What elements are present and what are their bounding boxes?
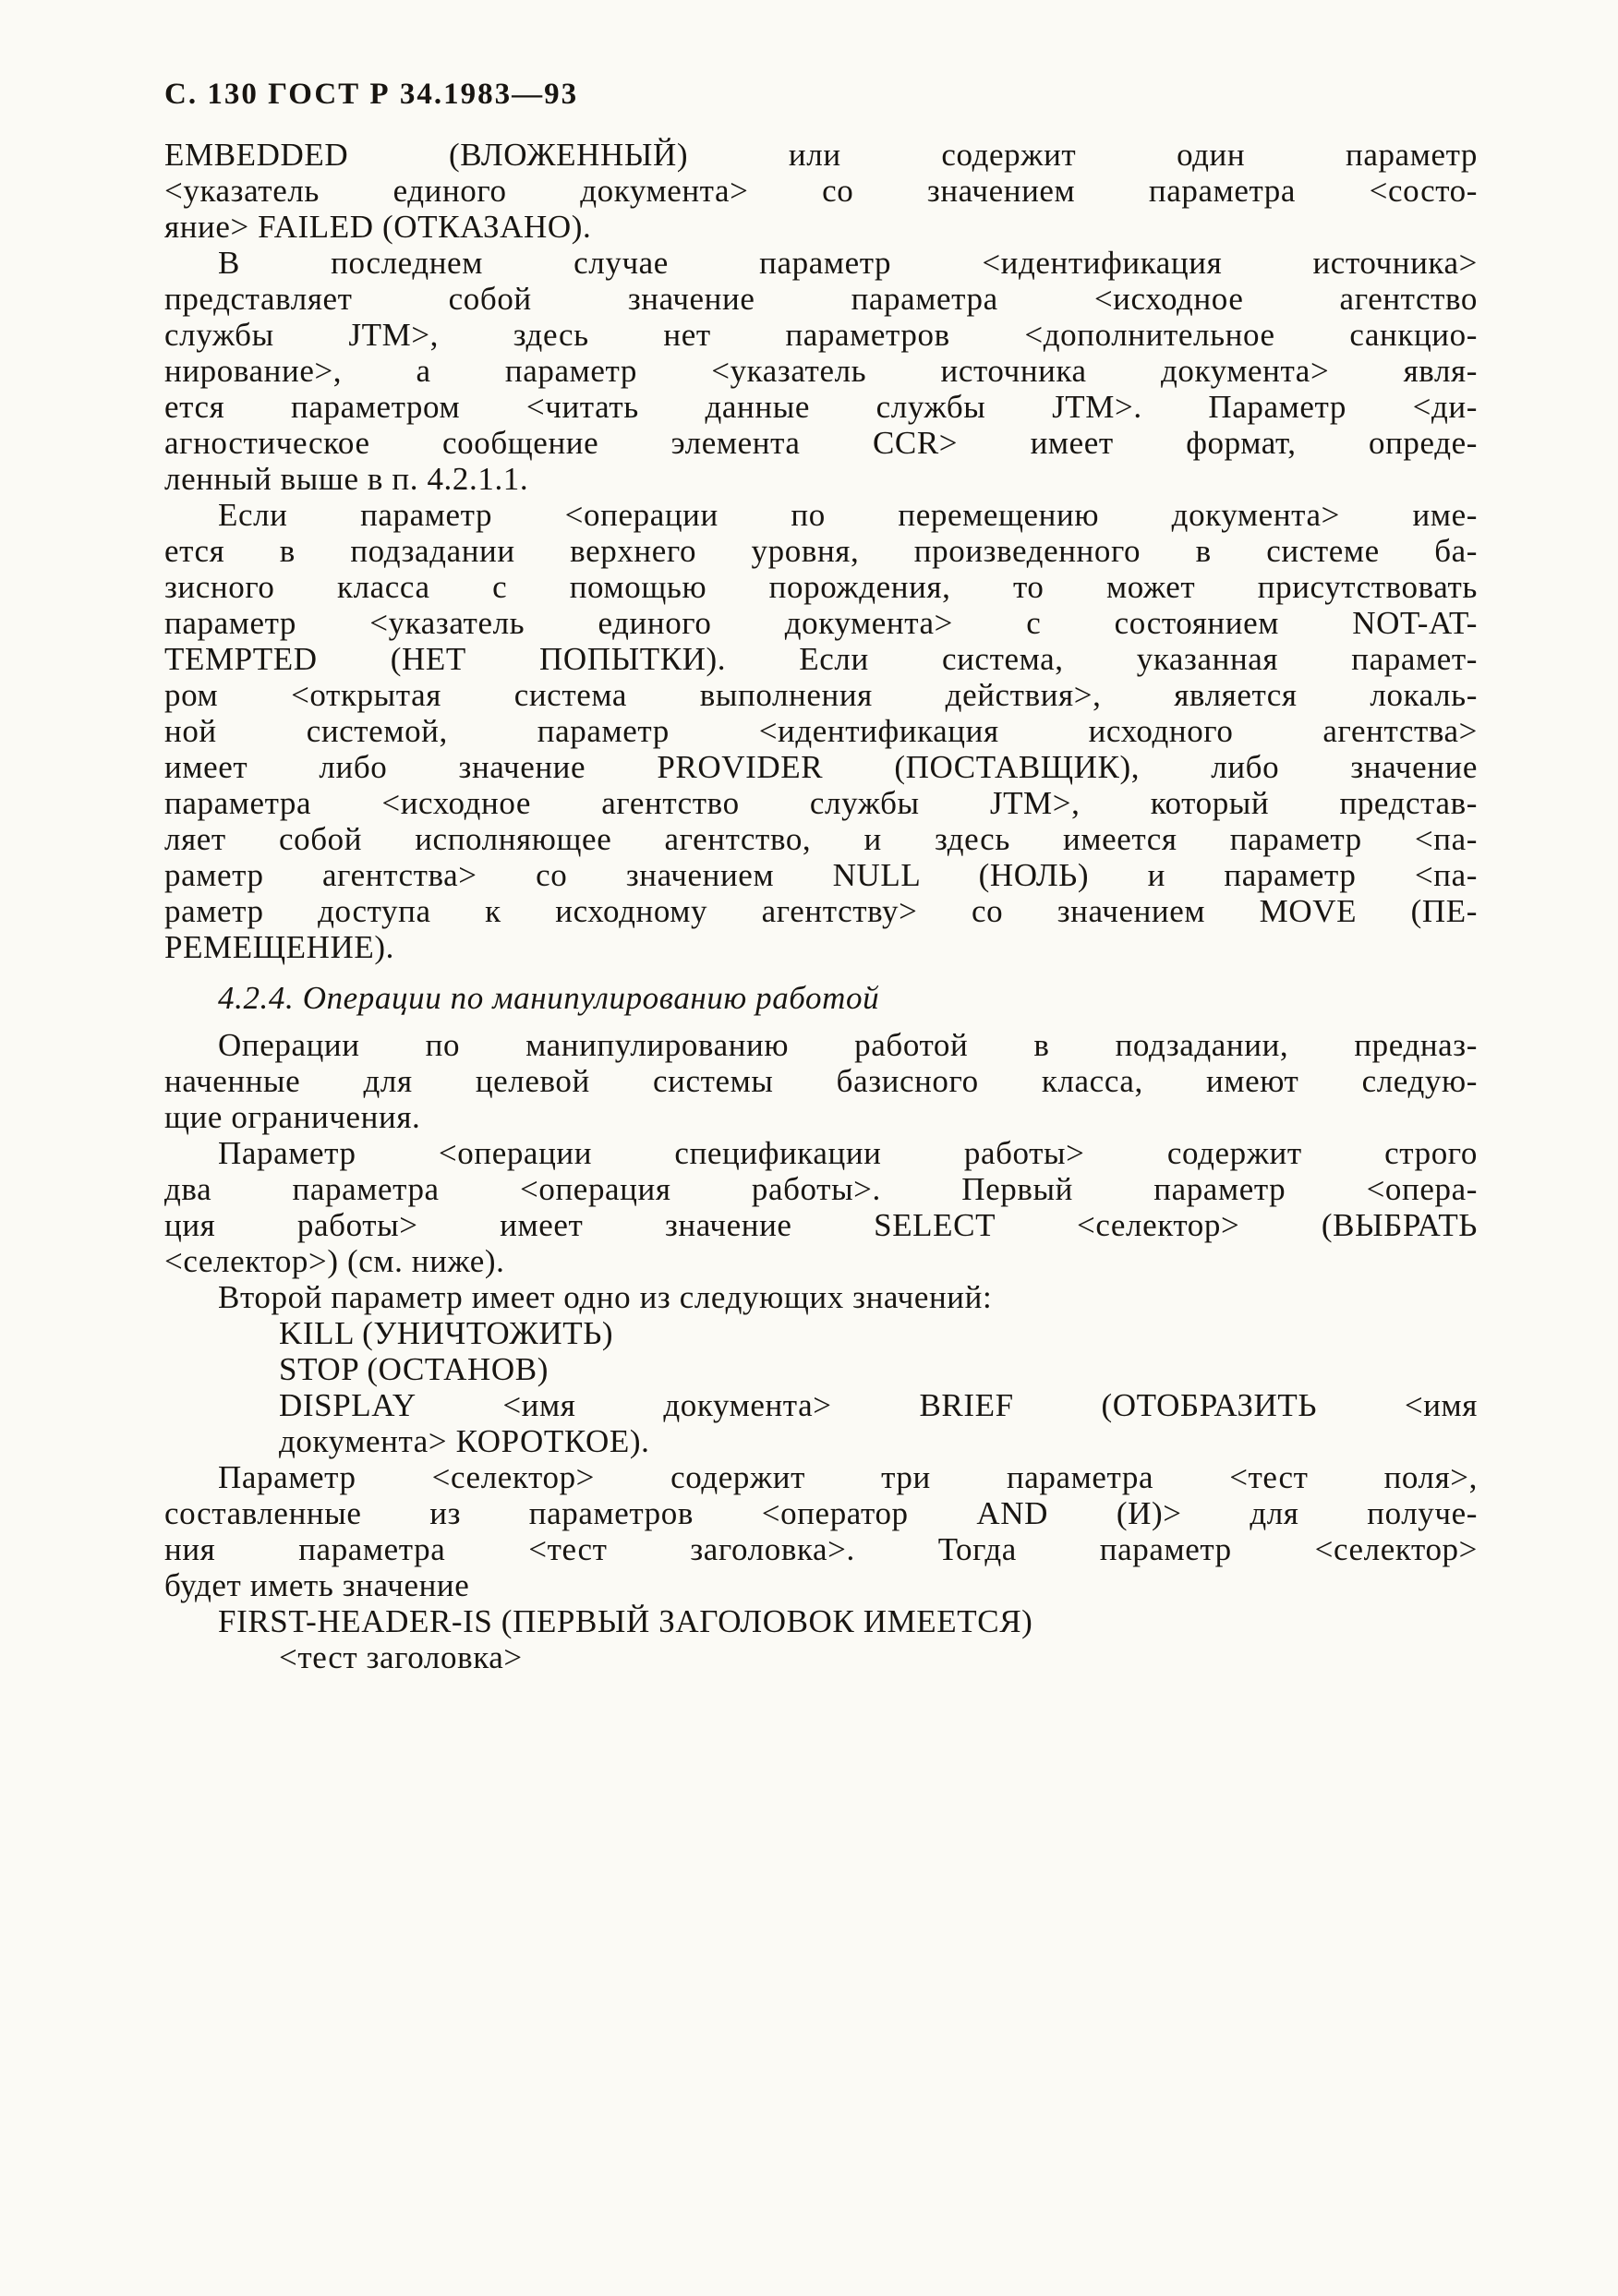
paragraph-move-operations (164, 497, 1478, 965)
text-line: ленный выше в п. 4.2.1.1. (164, 461, 529, 497)
text-line: <селектор>) (см. ниже). (164, 1243, 505, 1279)
text-line: ется в подзадании верхнего уровня, произведенного в системе ба- (164, 533, 1478, 569)
text-line: параметра <исходное агентство службы JTM>, который представ- (164, 785, 1478, 821)
text-line: EMBEDDED (ВЛОЖЕННЫЙ) или содержит один параметр (164, 137, 1478, 173)
paragraph-job-manipulation (164, 1027, 1478, 1135)
text-line: Параметр <селектор> содержит три параметра <тест поля>, (218, 1459, 1478, 1495)
paragraph-job-specification (164, 1135, 1478, 1279)
paragraph-embedded-continuation (164, 137, 1478, 245)
text-line: агностическое сообщение элемента CCR> имеет формат, опреде- (164, 425, 1478, 461)
text-line: 4.2.4. Операции по манипулированию работой (218, 980, 880, 1016)
list-item-display (279, 1387, 1478, 1459)
text-line: В последнем случае параметр <идентификация источника> (218, 245, 1478, 281)
text-line: зисного класса с помощью порождения, то может присутствовать (164, 569, 1478, 605)
paragraph-second-parameter (164, 1279, 1478, 1315)
text-line: <тест заголовка> (279, 1639, 523, 1675)
text-line: яние> FAILED (ОТКАЗАНО). (164, 209, 592, 245)
text-line: <указатель единого документа> со значением параметра <состо- (164, 173, 1478, 209)
section-heading-4-2-4 (164, 980, 1478, 1016)
paragraph-selector (164, 1459, 1478, 1603)
text-line: щие ограничения. (164, 1099, 421, 1135)
text-line: документа> КОРОТКОЕ). (279, 1423, 650, 1459)
text-line: РЕМЕЩЕНИЕ). (164, 929, 394, 965)
text-line: ния параметра <тест заголовка>. Тогда параметр <селектор> (164, 1531, 1478, 1567)
text-line: раметр агентства> со значением NULL (НОЛЬ) и параметр <па- (164, 857, 1478, 893)
list-item-kill (279, 1315, 1478, 1351)
text-line: FIRST-HEADER-IS (ПЕРВЫЙ ЗАГОЛОВОК ИМЕЕТСЯ) (218, 1603, 1033, 1639)
text-line: два параметра <операция работы>. Первый параметр <опера- (164, 1171, 1478, 1207)
list-item-stop (279, 1351, 1478, 1387)
text-line: ция работы> имеет значение SELECT <селектор> (ВЫБРАТЬ (164, 1207, 1478, 1243)
text-line: Параметр <операции спецификации работы> содержит строго (218, 1135, 1478, 1171)
value-line-first-header-is (218, 1603, 1478, 1639)
text-line: ром <открытая система выполнения действия>, является локаль- (164, 677, 1478, 713)
text-line: STOP (ОСТАНОВ) (279, 1351, 549, 1387)
value-line-header-test (279, 1639, 1478, 1675)
paragraph-last-case (164, 245, 1478, 497)
text-line: ляет собой исполняющее агентство, и здесь имеется параметр <па- (164, 821, 1478, 857)
text-line: нирование>, а параметр <указатель источника документа> явля- (164, 353, 1478, 389)
text-line: Второй параметр имеет одно из следующих значений: (218, 1279, 993, 1315)
text-line: представляет собой значение параметра <исходное агентство (164, 281, 1478, 317)
text-line: составленные из параметров <оператор AND (И)> для получе- (164, 1495, 1478, 1531)
text-line: Операции по манипулированию работой в подзадании, предназ- (218, 1027, 1478, 1063)
text-line: KILL (УНИЧТОЖИТЬ) (279, 1315, 614, 1351)
text-line: TEMPTED (НЕТ ПОПЫТКИ). Если система, указанная парамет- (164, 641, 1478, 677)
text-line: DISPLAY <имя документа> BRIEF (ОТОБРАЗИТЬ <имя (279, 1387, 1478, 1423)
text-line: службы JTM>, здесь нет параметров <дополнительное санкцио- (164, 317, 1478, 353)
text-line: ной системой, параметр <идентификация исходного агентства> (164, 713, 1478, 749)
text-line: Если параметр <операции по перемещению документа> име- (218, 497, 1478, 533)
text-line: ется параметром <читать данные службы JTM>. Параметр <ди- (164, 389, 1478, 425)
page-header: С. 130 ГОСТ Р 34.1983—93 (164, 78, 579, 111)
text-line: раметр доступа к исходному агентству> со значением MOVE (ПЕ- (164, 893, 1478, 929)
text-line: наченные для целевой системы базисного класса, имеют следую- (164, 1063, 1478, 1099)
page-content (164, 137, 1478, 1675)
text-line: параметр <указатель единого документа> с состоянием NOT-AT- (164, 605, 1478, 641)
text-line: будет иметь значение (164, 1567, 470, 1603)
text-line: имеет либо значение PROVIDER (ПОСТАВЩИК), либо значение (164, 749, 1478, 785)
